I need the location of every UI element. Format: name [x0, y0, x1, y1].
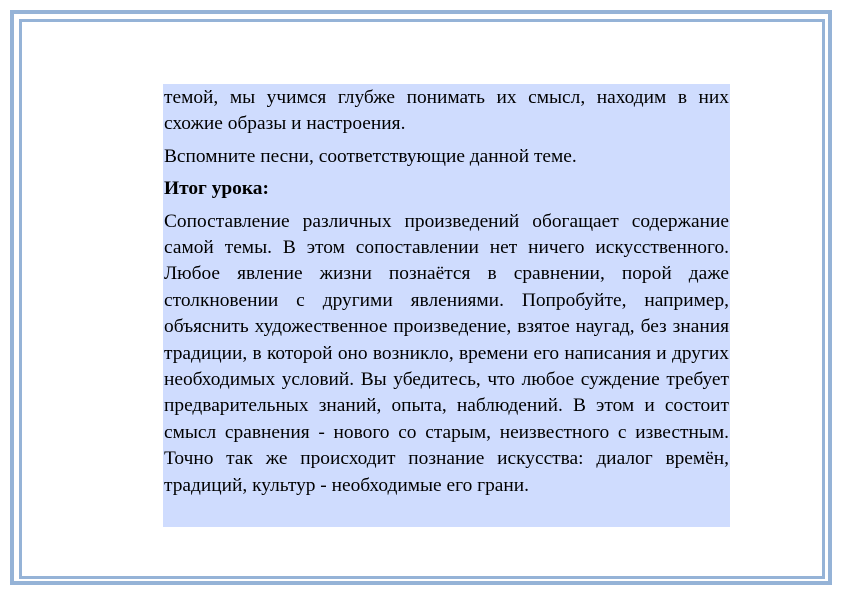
- lesson-summary-paragraph: Сопоставление различных произведений обогащает содержание самой темы. В этом сопоставлении нет ничего искусственного. Любое явление жизни познаётся в сравнении, порой даже столкновении с другими явлениями. Попробуйте, например, объяснить художественное произведение, взятое наугад, без знания традиции, в которой оно возникло, времени его написания и других необходимых условий. Вы убедитесь, что любое суждение требует предварительных знаний, опыта, наблюдений. В этом и состоит смысл сравнения - нового со старым, неизвестного с известным. Точно так же происходит познание искусства: диалог времён, традиций, культур - необходимые его грани.: [164, 210, 729, 496]
- intro-paragraph: темой, мы учимся глубже понимать их смысл, находим в них схожие образы и настроения.: [164, 87, 729, 135]
- lesson-summary-heading: Итог урока:: [164, 178, 269, 200]
- slide-text-block: [163, 84, 730, 527]
- songs-prompt-paragraph: Вспомните песни, соответствующие данной теме.: [164, 145, 577, 167]
